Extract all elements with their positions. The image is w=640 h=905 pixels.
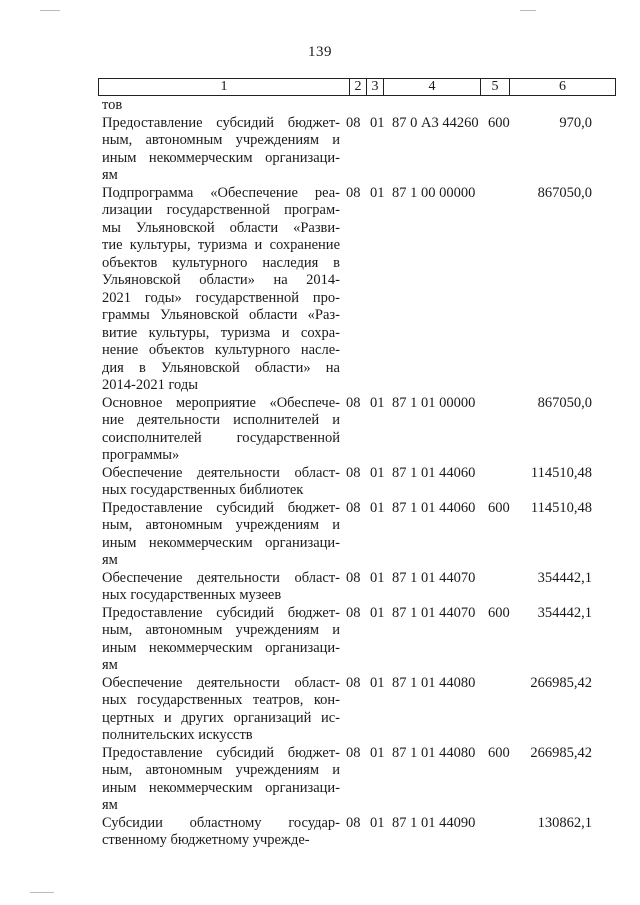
- section-code: 08: [346, 464, 361, 481]
- description-line: ям: [102, 797, 118, 813]
- row-description: [102, 115, 340, 185]
- scan-mark: [40, 10, 60, 11]
- target-article-code: 87 1 01 44060: [392, 464, 476, 481]
- description-line: иным некоммерческим организаци-: [102, 639, 340, 656]
- subsection-code: 01: [370, 604, 385, 621]
- header-col-6: 6: [559, 79, 566, 94]
- description-line: нение объектов культурного насле-: [102, 342, 340, 358]
- subsection-code: 01: [370, 114, 385, 131]
- description-line: ным, автономным учреждениям и: [102, 132, 340, 148]
- description-line: ям: [102, 657, 118, 673]
- amount: 867050,0: [537, 394, 592, 411]
- description-line: полнительских искусств: [102, 727, 253, 743]
- amount: 970,0: [559, 114, 592, 131]
- row-description: [102, 675, 340, 745]
- description-line: ям: [102, 552, 118, 568]
- amount: 114510,48: [530, 499, 592, 516]
- subsection-code: 01: [370, 674, 385, 691]
- target-article-code: 87 1 01 44070: [392, 569, 476, 586]
- description-line: тие культуры, туризма и сохранение: [102, 237, 340, 253]
- description-line: ным, автономным учреждениям и: [102, 622, 340, 638]
- target-article-code: 87 0 А3 44260: [392, 114, 479, 131]
- section-code: 08: [346, 184, 361, 201]
- target-article-code: 87 1 01 44080: [392, 674, 476, 691]
- description-line: Обеспечение деятельности област-: [102, 674, 340, 691]
- row-description: [102, 395, 340, 465]
- amount: 114510,48: [530, 464, 592, 481]
- description-line: Предоставление субсидий бюджет-: [102, 499, 340, 516]
- description-line: 2014-2021 годы: [102, 377, 198, 393]
- description-line: витие культуры, туризма и сохра-: [102, 324, 340, 341]
- description-line: ных государственных библиотек: [102, 482, 304, 498]
- amount: 130862,1: [537, 814, 592, 831]
- description-line: иным некоммерческим организаци-: [102, 149, 340, 166]
- scan-mark: [30, 892, 54, 893]
- section-code: 08: [346, 114, 361, 131]
- page-number: 139: [308, 44, 332, 60]
- description-line: 2021 годы» государственной про-: [102, 289, 340, 306]
- description-line: Ульяновской области» на 2014-: [102, 272, 340, 288]
- description-line: Предоставление субсидий бюджет-: [102, 604, 340, 621]
- row-description: [102, 465, 340, 500]
- description-line: мы Ульяновской области «Разви-: [102, 219, 340, 236]
- row-description: [102, 185, 340, 395]
- subsection-code: 01: [370, 814, 385, 831]
- section-code: 08: [346, 569, 361, 586]
- description-line: ям: [102, 167, 118, 183]
- description-line: Предоставление субсидий бюджет-: [102, 114, 340, 131]
- subsection-code: 01: [370, 499, 385, 516]
- section-code: 08: [346, 394, 361, 411]
- scan-mark: [520, 10, 536, 11]
- header-col-4: 4: [428, 79, 436, 94]
- expense-type-code: 600: [488, 114, 510, 131]
- target-article-code: 87 1 00 00000: [392, 184, 476, 201]
- description-line: граммы Ульяновской области «Раз-: [102, 307, 340, 323]
- subsection-code: 01: [370, 569, 385, 586]
- description-line: ных государственных музеев: [102, 587, 282, 603]
- expense-type-code: 600: [488, 604, 510, 621]
- row-description: [102, 815, 340, 850]
- expense-type-code: 600: [488, 744, 510, 761]
- description-line: ных государственных театров, кон-: [102, 692, 340, 708]
- description-line: программы»: [102, 447, 180, 463]
- description-line: цертных и других организаций ис-: [102, 709, 340, 726]
- description-line: иным некоммерческим организаци-: [102, 779, 340, 796]
- description-line: соисполнителей государственной: [102, 429, 340, 446]
- description-line: Подпрограмма «Обеспечение реа-: [102, 184, 340, 201]
- description-line: объектов культурного наследия в: [102, 254, 340, 271]
- description-line: иным некоммерческим организаци-: [102, 534, 340, 551]
- row-description: [102, 570, 340, 605]
- description-line: ственному бюджетному учрежде-: [102, 832, 310, 848]
- amount: 266985,42: [530, 674, 592, 691]
- section-code: 08: [346, 499, 361, 516]
- expense-type-code: 600: [488, 499, 510, 516]
- target-article-code: 87 1 01 44090: [392, 814, 476, 831]
- section-code: 08: [346, 604, 361, 621]
- subsection-code: 01: [370, 394, 385, 411]
- description-line: ным, автономным учреждениям и: [102, 517, 340, 533]
- description-line: лизации государственной програм-: [102, 202, 340, 218]
- description-line: ным, автономным учреждениям и: [102, 762, 340, 778]
- description-line: Предоставление субсидий бюджет-: [102, 744, 340, 761]
- section-code: 08: [346, 814, 361, 831]
- subsection-code: 01: [370, 464, 385, 481]
- section-code: 08: [346, 744, 361, 761]
- amount: 266985,42: [530, 744, 592, 761]
- description-line: Обеспечение деятельности област-: [102, 464, 340, 481]
- description-line: Субсидии областному государ-: [102, 814, 340, 831]
- description-line: тов: [102, 97, 123, 113]
- amount: 867050,0: [537, 184, 592, 201]
- section-code: 08: [346, 674, 361, 691]
- subsection-code: 01: [370, 184, 385, 201]
- header-col-5: 5: [491, 79, 499, 94]
- description-line: Основное мероприятие «Обеспече-: [102, 394, 340, 411]
- target-article-code: 87 1 01 44060: [392, 499, 476, 516]
- subsection-code: 01: [370, 744, 385, 761]
- row-description: [102, 97, 340, 115]
- target-article-code: 87 1 01 44080: [392, 744, 476, 761]
- amount: 354442,1: [537, 569, 592, 586]
- row-description: [102, 745, 340, 815]
- amount: 354442,1: [537, 604, 592, 621]
- description-line: дия в Ульяновской области» на: [102, 359, 340, 376]
- row-description: [102, 605, 340, 675]
- header-col-3: 3: [371, 79, 379, 94]
- target-article-code: 87 1 01 00000: [392, 394, 476, 411]
- description-line: ние деятельности исполнителей и: [102, 412, 340, 428]
- description-line: Обеспечение деятельности област-: [102, 569, 340, 586]
- header-col-1: 1: [220, 79, 228, 94]
- header-col-2: 2: [354, 79, 362, 94]
- target-article-code: 87 1 01 44070: [392, 604, 476, 621]
- row-description: [102, 500, 340, 570]
- table-header: [98, 78, 616, 96]
